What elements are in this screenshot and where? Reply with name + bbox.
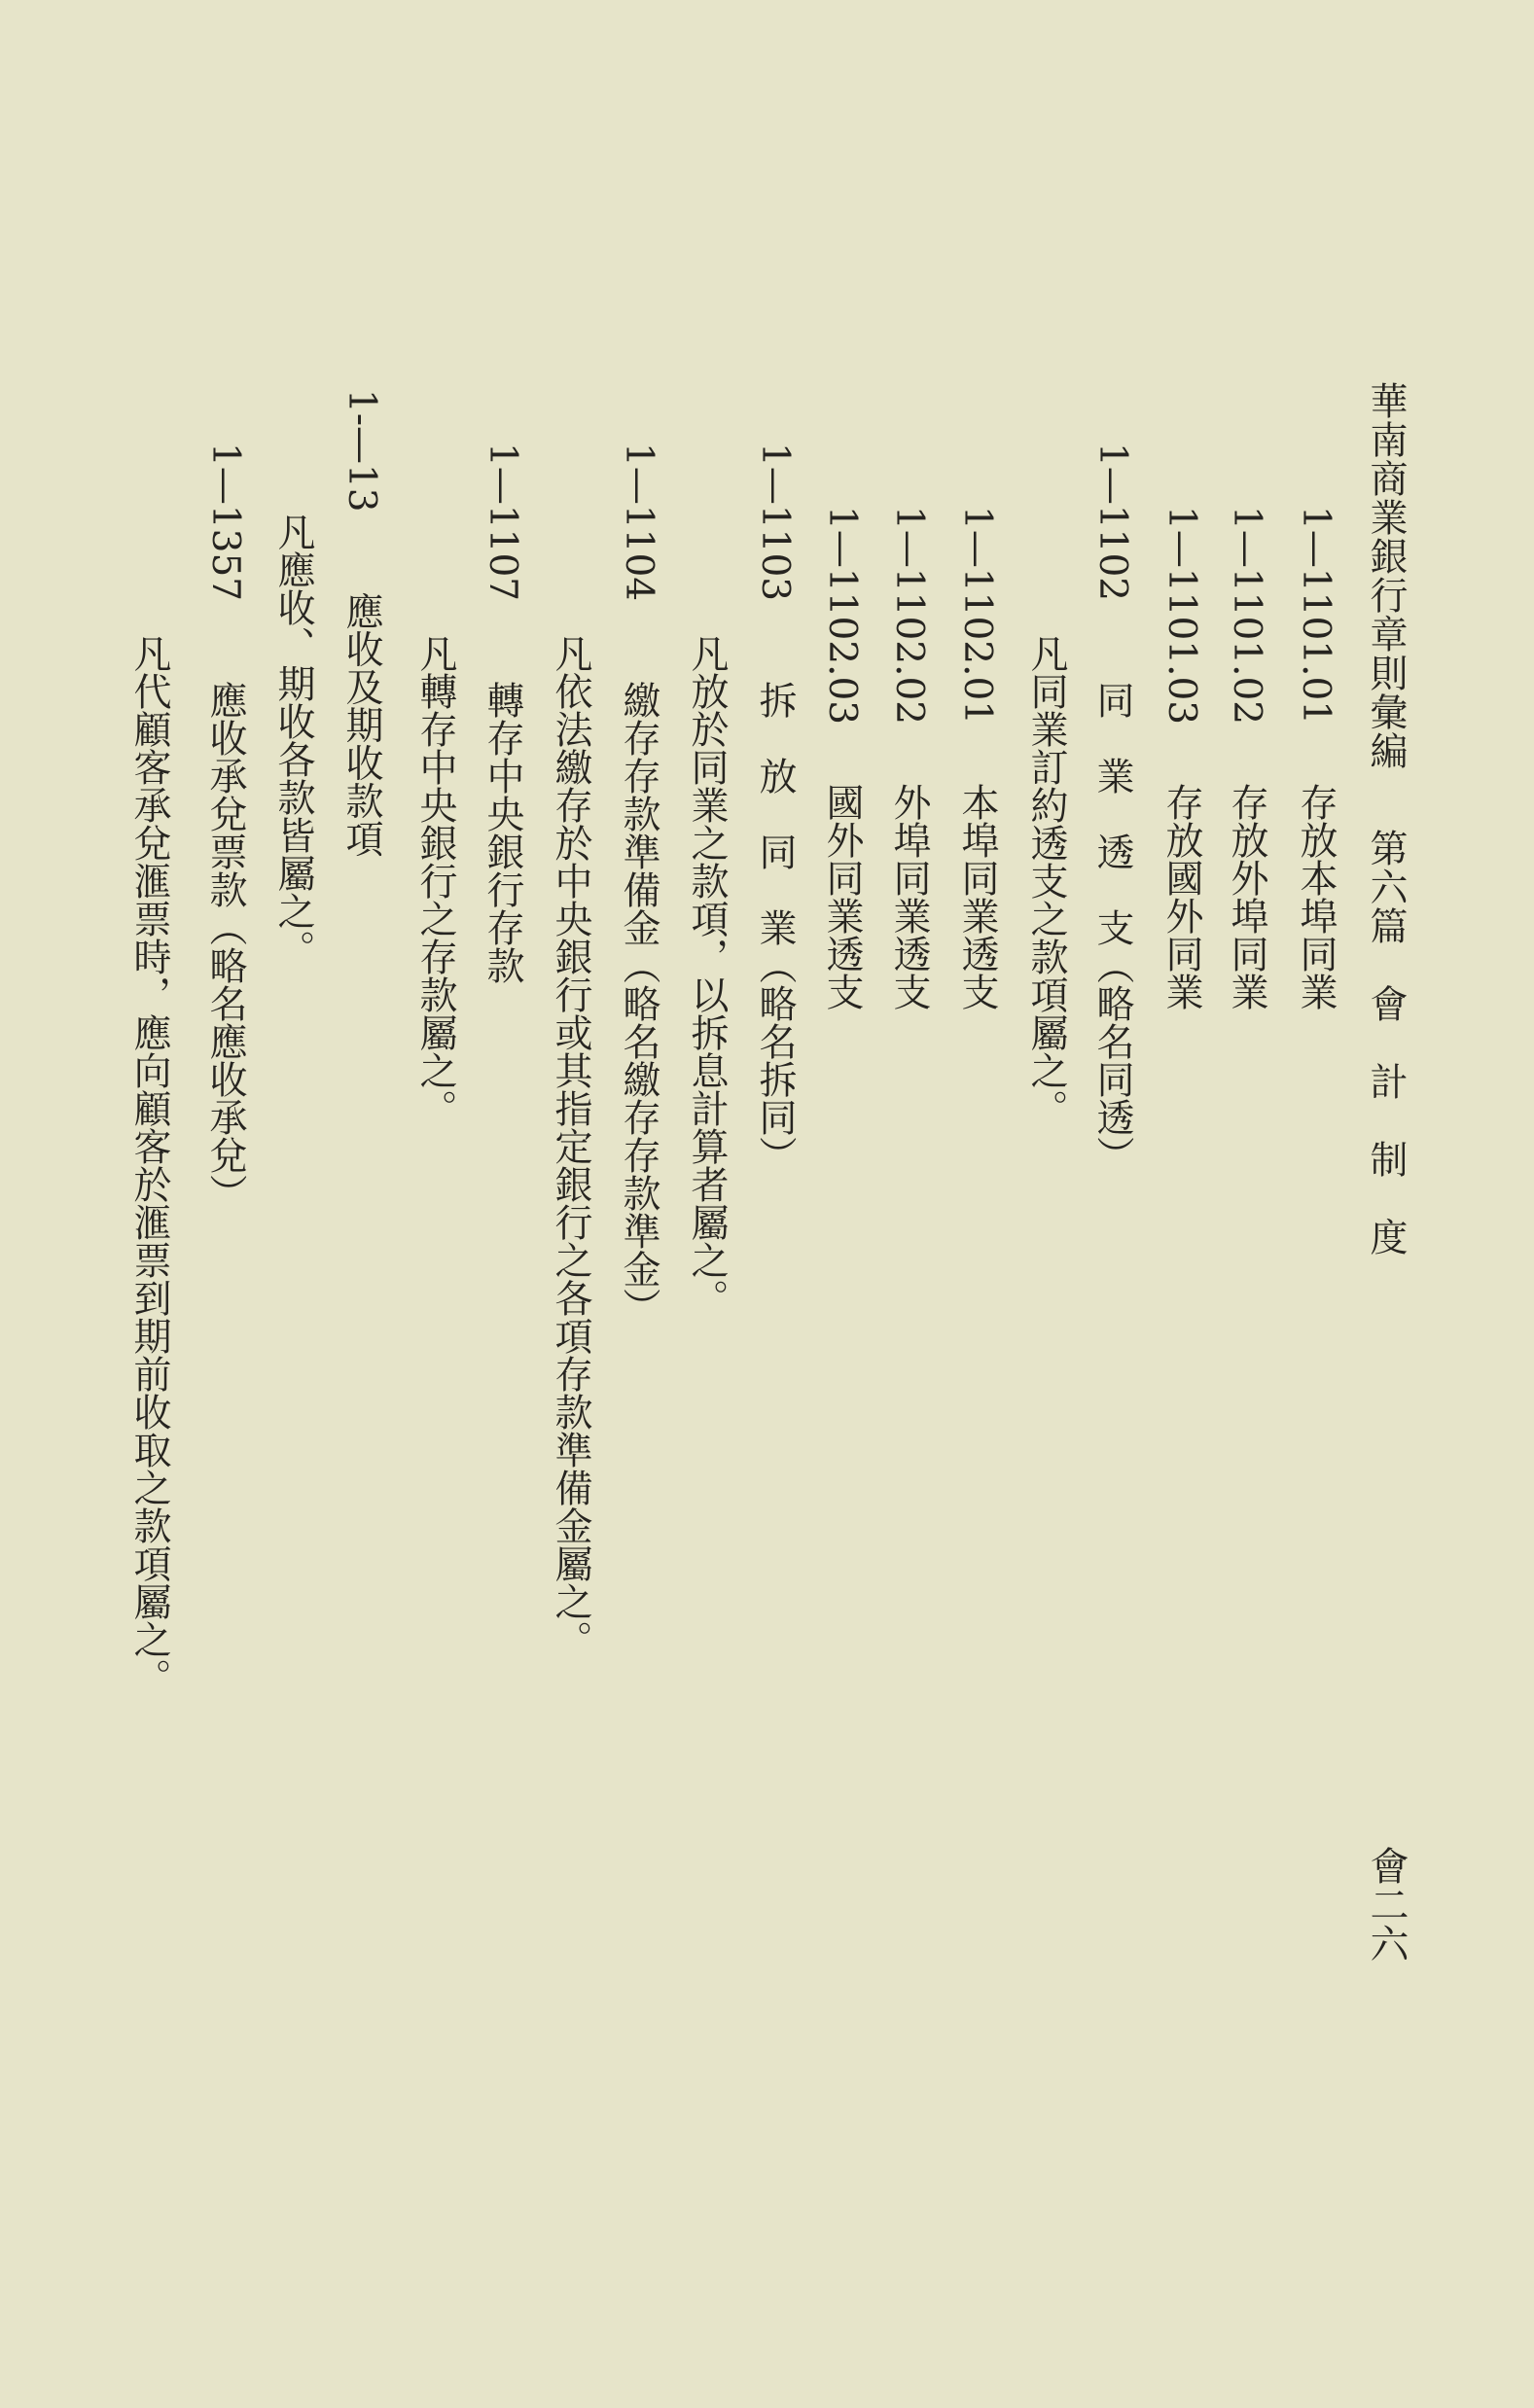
account-entry — [955, 506, 999, 1011]
account-code: 1—1357 — [203, 443, 247, 602]
account-entry — [753, 443, 797, 1175]
account-name: 應收承兌票款（略名應收承兌） — [203, 681, 247, 1213]
book-title: 華南商業銀行章則彙編 — [1364, 381, 1408, 770]
account-description: 凡同業訂約透支之款項屬之。 — [1024, 634, 1068, 1127]
account-code: 1—1102.01 — [955, 506, 999, 726]
account-entry — [820, 506, 864, 1011]
account-code: 1—1107 — [481, 443, 524, 602]
chapter-title: 第六篇 會 計 制 度 — [1364, 829, 1408, 1257]
account-entry — [1225, 506, 1268, 1011]
account-entry — [1294, 506, 1338, 1011]
account-code: 1—1101.01 — [1294, 506, 1338, 726]
account-entry — [617, 443, 660, 1327]
account-code: 1—1101.02 — [1225, 506, 1268, 726]
page-number: 會二六 — [1364, 1846, 1409, 1963]
account-name: 存放本埠同業 — [1294, 783, 1338, 1011]
account-description: 凡放於同業之款項，以拆息計算者屬之。 — [685, 634, 729, 1317]
account-name: 應收及期收款項 — [339, 591, 383, 858]
account-entry — [1090, 443, 1134, 1175]
account-code: 1—1103 — [753, 443, 797, 602]
account-code: 1—1104 — [617, 443, 660, 602]
account-code: 1-—13 — [339, 389, 383, 513]
account-code: 1—1102.02 — [887, 506, 931, 726]
account-name: 存放外埠同業 — [1225, 783, 1268, 1011]
account-description: 凡轉存中央銀行之存款屬之。 — [413, 634, 457, 1127]
account-entry — [339, 389, 383, 858]
account-name: 同 業 透 支（略名同透） — [1090, 681, 1134, 1175]
account-code: 1—1102 — [1090, 443, 1134, 602]
running-header — [1364, 381, 1408, 1257]
account-code: 1—1102.03 — [820, 506, 864, 726]
account-name: 本埠同業透支 — [955, 783, 999, 1011]
account-code: 1—1101.03 — [1159, 506, 1203, 726]
account-entry — [887, 506, 931, 1011]
account-description: 凡應收、期收各款皆屬之。 — [271, 513, 315, 968]
account-name: 國外同業透支 — [820, 783, 864, 1011]
account-entry — [1159, 506, 1203, 1011]
account-description: 凡依法繳存於中央銀行或其指定銀行之各項存款準備金屬之。 — [549, 634, 592, 1658]
account-name: 外埠同業透支 — [887, 783, 931, 1011]
account-name: 拆 放 同 業（略名拆同） — [753, 681, 797, 1175]
account-name: 繳存存款準備金（略名繳存存款準金） — [617, 681, 660, 1327]
account-description: 凡代顧客承兌滙票時，應向顧客於滙票到期前收取之款項屬之。 — [127, 634, 171, 1696]
account-entry — [481, 443, 524, 985]
account-name: 存放國外同業 — [1159, 783, 1203, 1011]
account-entry — [203, 443, 247, 1213]
account-name: 轉存中央銀行存款 — [481, 681, 524, 985]
